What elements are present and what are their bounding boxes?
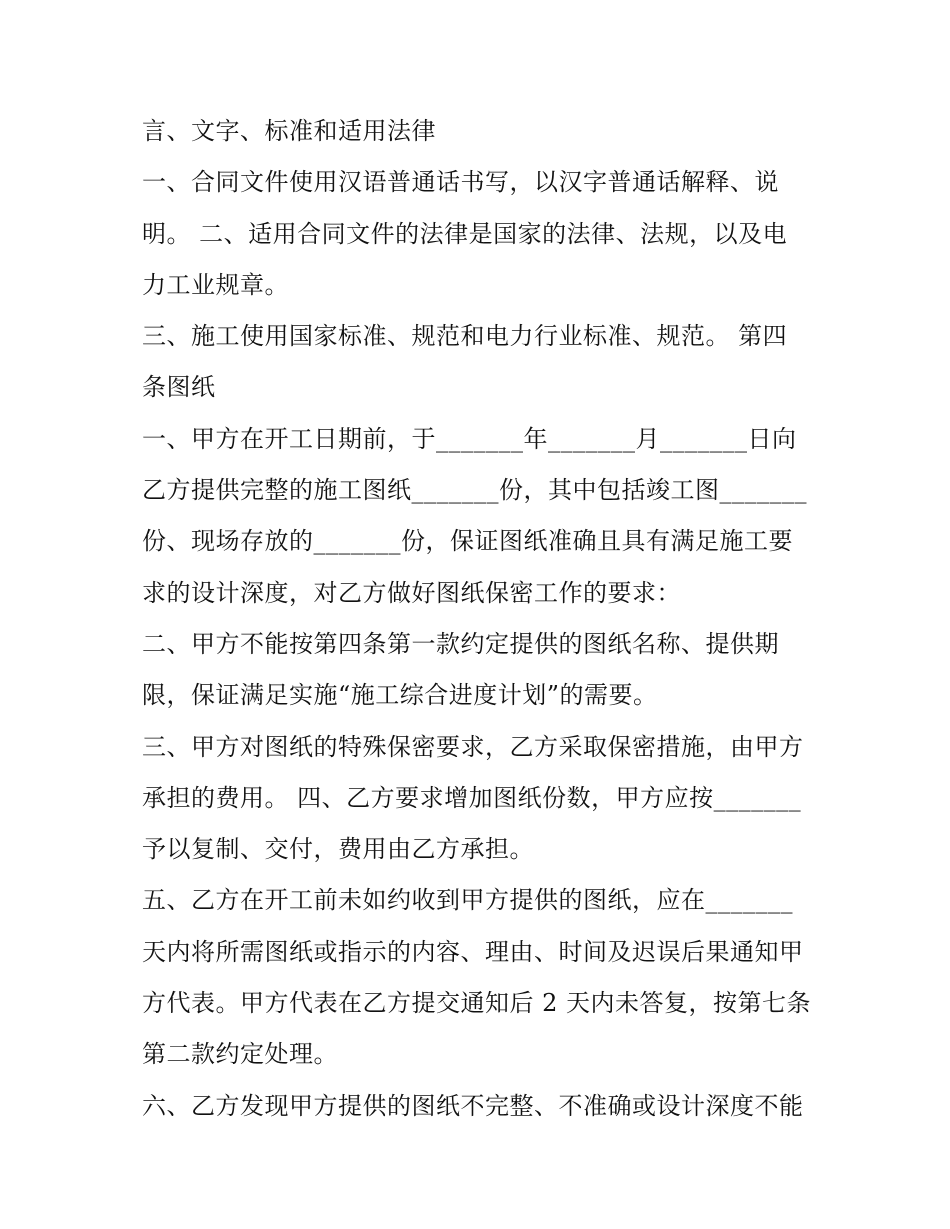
text-line: 求的设计深度，对乙方做好图纸保密工作的要求： — [142, 578, 681, 607]
text-line: 力工业规章。 — [142, 270, 289, 299]
text-line: 三、施工使用国家标准、规范和电力行业标准、规范。 第四 — [142, 322, 788, 351]
text-line: 一、合同文件使用汉语普通话书写，以汉字普通话解释、说 — [142, 168, 779, 197]
text-line: 第二款约定处理。 — [142, 1040, 338, 1069]
text-line: 方代表。甲方代表在乙方提交通知后 2 天内未答复，按第七条 — [142, 989, 812, 1018]
text-line: 予以复制、交付，费用由乙方承担。 — [142, 835, 534, 864]
text-line: 三、甲方对图纸的特殊保密要求，乙方采取保密措施，由甲方 — [142, 732, 804, 761]
text-line: 一、甲方在开工日期前，于_______年_______月_______日向 — [142, 424, 797, 453]
text-line: 限，保证满足实施“施工综合进度计划”的需要。 — [142, 681, 658, 710]
text-line: 条图纸 — [142, 373, 216, 402]
text-line: 份、现场存放的_______份，保证图纸准确且具有满足施工要 — [142, 527, 793, 556]
text-line: 承担的费用。 四、乙方要求增加图纸份数，甲方应按_______ — [142, 783, 802, 812]
document-body — [142, 106, 822, 1132]
text-line: 天内将所需图纸或指示的内容、理由、时间及迟误后果通知甲 — [142, 937, 804, 966]
text-line: 五、乙方在开工前未如约收到甲方提供的图纸，应在_______ — [142, 886, 793, 915]
text-line: 六、乙方发现甲方提供的图纸不完整、不准确或设计深度不能 — [142, 1091, 804, 1120]
text-line: 明。 二、适用合同文件的法律是国家的法律、法规，以及电 — [142, 219, 788, 248]
text-line: 二、甲方不能按第四条第一款约定提供的图纸名称、提供期 — [142, 629, 779, 658]
text-line: 言、文字、标准和适用法律 — [142, 117, 436, 145]
text-line: 乙方提供完整的施工图纸_______份，其中包括竣工图_______ — [142, 476, 807, 505]
